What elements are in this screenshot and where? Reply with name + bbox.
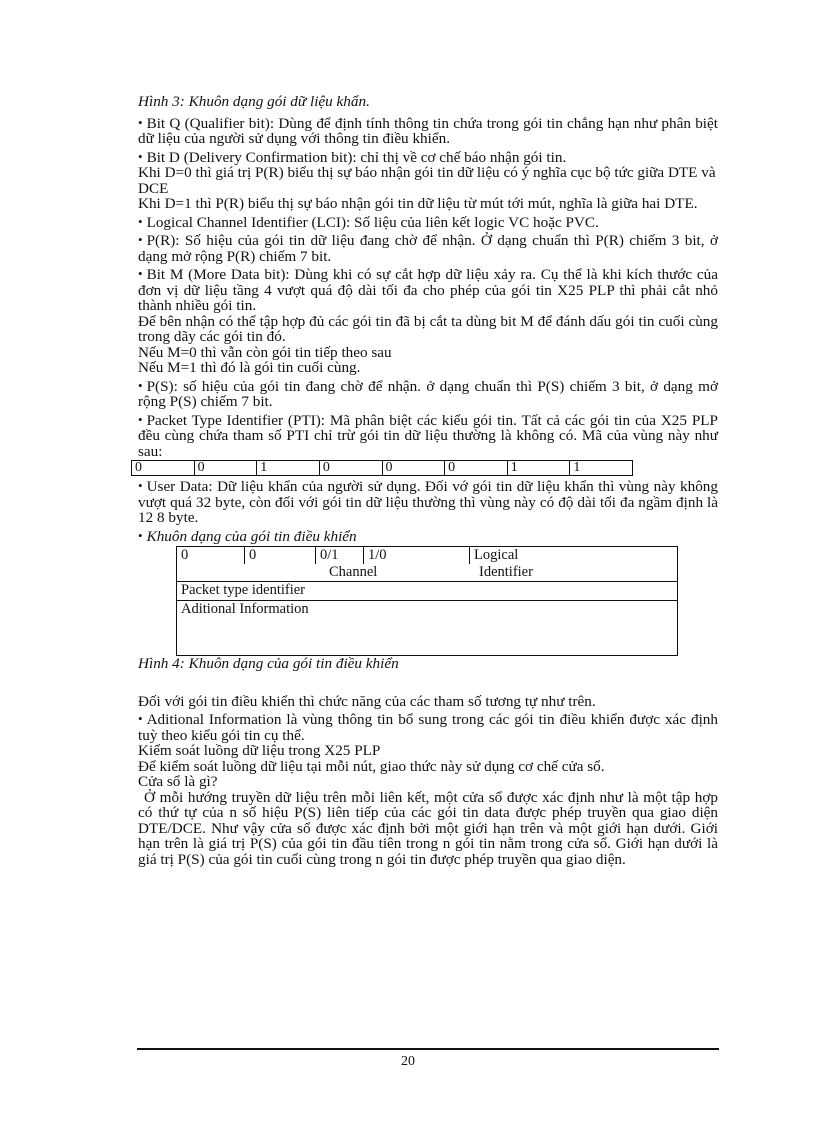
channel-label: Channel — [329, 564, 378, 580]
d1-paragraph: Khi D=1 thì P(R) biểu thị sự báo nhận gói tin dữ liệu từ mút tới mút, nghĩa là giữa hai DTE. — [138, 195, 698, 212]
control-packet-table — [176, 546, 678, 656]
ctrl-cell: 0 — [245, 547, 316, 564]
bullet-icon: • — [138, 377, 143, 393]
lci-paragraph: • Logical Channel Identifier (LCI): Số liệu của liên kết logic VC hoặc PVC. — [138, 213, 599, 231]
pti-bit-table — [131, 460, 633, 476]
ctrl-heading: • Khuôn dạng của gói tin điều khiển — [138, 527, 357, 545]
bullet-icon: • — [138, 213, 143, 229]
bullet-icon: • — [138, 266, 143, 281]
control-table-row-3: Packet type identifier — [177, 582, 677, 601]
aditional-paragraph: • Aditional Information là vùng thông tin bổ sung trong các gói tin điều khiển được xác định tuỳ theo kiểu gói tin cụ thể. — [138, 711, 718, 744]
bit-d-paragraph: • Bit D (Delivery Confirmation bit): chỉ thị về cơ chế báo nhận gói tin. — [138, 148, 567, 166]
m-desc-paragraph: Để bên nhận có thể tập hợp đủ các gói tin đã bị cắt ta dùng bit M để đánh dấu gói tin cuối cùng trong dãy các gói tin đó. — [138, 312, 718, 345]
bullet-icon: • — [138, 114, 143, 130]
control-table-row-4: Aditional Information — [181, 601, 309, 617]
pti-paragraph: • Packet Type Identifier (PTI): Mã phân biệt các kiểu gói tin. Tất cả các gói tin của X25 PLP đều cùng chứa tham số PTI chỉ trừ gói tin dữ liệu thường là không có. Mã của vùng này như sau: — [138, 411, 718, 460]
pti-bit-cell: 1 — [570, 461, 633, 476]
flow-paragraph-2: Cửa sổ là gì? — [138, 773, 218, 790]
bullet-icon: • — [138, 478, 143, 493]
pti-bit-cell: 0 — [445, 461, 508, 476]
bullet-icon: • — [138, 148, 143, 164]
d0-paragraph: Khi D=0 thì giá trị P(R) biểu thị sự báo nhận gói tin dữ liệu có ý nghĩa cục bộ tức giữa DTE và DCE — [138, 164, 716, 197]
figure-3-caption: Hình 3: Khuôn dạng gói dữ liệu khẩn. — [138, 93, 370, 110]
bit-q-paragraph: • Bit Q (Qualifier bit): Dùng để định tính thông tin chứa trong gói tin chẳng hạn như phân biệt dữ liệu của người sử dụng với thông tin điều khiển. — [138, 114, 718, 147]
bit-m-paragraph: • Bit M (More Data bit): Dùng khi có sự cắt hợp dữ liệu xảy ra. Cụ thể là khi kích thước của đơn vị dữ liệu tầng 4 vượt quá độ dài tối đa cho phép của gói tin X25 PLP thì phải cắt nhỏ thành nhiều gói tin. — [138, 266, 718, 314]
flow-paragraph-1: Để kiểm soát luồng dữ liệu tại mỗi nút, giao thức này sử dụng cơ chế cửa sổ. — [138, 757, 605, 775]
pti-bit-cell: 1 — [507, 461, 570, 476]
m0-paragraph: Nếu M=0 thì vẫn còn gói tin tiếp theo sau — [138, 343, 392, 361]
ctrl-cell: 0/1 — [316, 547, 364, 564]
footer-rule — [137, 1048, 719, 1050]
control-table-row-1 — [177, 547, 677, 564]
identifier-label: Identifier — [479, 564, 533, 580]
ctrl-note: Đối với gói tin điều khiển thì chức năng của các tham số tương tự như trên. — [138, 692, 596, 710]
pti-bit-cell: 0 — [194, 461, 257, 476]
user-data-paragraph: • User Data: Dữ liệu khẩn của người sử dụng. Đối vớ gói tin dữ liệu khẩn thì vùng này không vượt quá 32 byte, còn đối với gói tin dữ liệu thường thì vùng này có độ dài tối đa ngầm định là 12 8 byte. — [138, 478, 718, 526]
flow-paragraph-3: Ở mỗi hướng truyền dữ liệu trên mỗi liên kết, một cửa sổ được xác định như là một tập hợp có thứ tự của n số hiệu P(S) liên tiếp của các gói tin data được phép truyền qua giao diện DTE/DCE. Như vậy cửa sổ được xác định bởi một giới hạn trên và một giới hạn dưới. Giới hạn trên là giá trị P(S) của gói tin đầu tiên trong n gói tin nằm trong cửa sổ. Giới hạn dưới là giá trị P(S) của gói tin cuối cùng trong n gói tin được phép truyền qua giao diện. — [138, 788, 718, 868]
ctrl-cell: Logical — [474, 547, 519, 563]
document-body — [135, 93, 718, 868]
page-number: 20 — [401, 1054, 415, 1069]
figure-4-caption: Hình 4: Khuôn dạng của gói tin điều khiển — [138, 655, 399, 672]
bullet-icon: • — [138, 411, 143, 427]
m1-paragraph: Nếu M=1 thì đó là gói tin cuối cùng. — [138, 359, 361, 376]
ps-paragraph: • P(S): số hiệu của gói tin đang chờ để nhận. ở dạng chuẩn thì P(S) chiếm 3 bit, ở dạng mở rộng P(S) chiếm 7 bit. — [138, 377, 718, 410]
control-table-row-2 — [177, 564, 677, 582]
pti-bit-cell: 0 — [382, 461, 445, 476]
ctrl-cell: 1/0 — [364, 547, 470, 564]
pti-bit-cell: 1 — [257, 461, 320, 476]
bullet-icon: • — [138, 711, 143, 726]
pr-paragraph: • P(R): Số hiệu của gói tin dữ liệu đang chờ để nhận. Ở dạng chuẩn thì P(R) chiếm 3 bit, ở dạng mở rộng P(R) chiếm 7 bit. — [138, 232, 718, 265]
bullet-icon: • — [138, 527, 143, 543]
bullet-icon: • — [138, 232, 143, 247]
flow-title: Kiểm soát luồng dữ liệu trong X25 PLP — [138, 742, 381, 759]
ctrl-cell: 0 — [177, 547, 245, 564]
pti-bit-cell: 0 — [319, 461, 382, 476]
pti-bit-cell: 0 — [132, 461, 195, 476]
